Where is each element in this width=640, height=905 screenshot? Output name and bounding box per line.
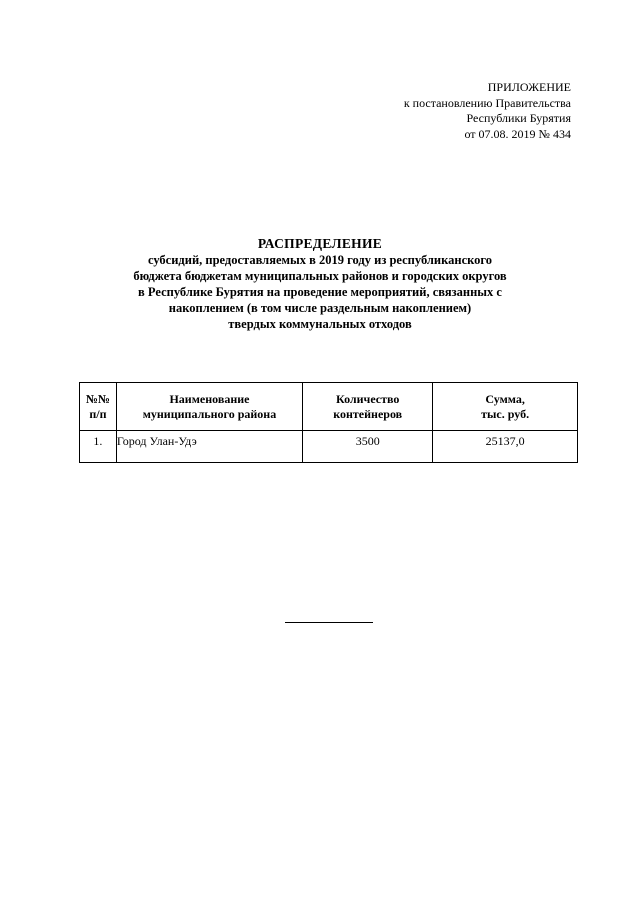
header-amount: Сумма, тыс. руб. [433,383,578,431]
appendix-label: ПРИЛОЖЕНИЕ [487,80,571,94]
distribution-table [79,382,578,463]
appendix-date-number: от 07.08. 2019 № 434 [464,126,571,141]
header-district-name: Наименование муниципального района [116,383,302,431]
document-title [0,236,640,332]
title-main: РАСПРЕДЕЛЕНИЕ [257,236,383,251]
appendix-header [271,80,571,142]
cell-district-name: Город Улан-Удэ [116,431,302,463]
cell-amount: 25137,0 [433,431,578,463]
appendix-republic-line: Республики Бурятия [466,111,571,125]
title-line-2: бюджета бюджетам муниципальных районов и городских округов [133,269,507,283]
document-end-divider [285,622,373,623]
table-row [80,431,578,463]
appendix-resolution-line: к постановлению Правительства [403,95,571,110]
title-line-5: твердых коммунальных отходов [228,317,412,331]
header-container-count: Количество контейнеров [303,383,433,431]
title-line-4: накоплением (в том числе раздельным накоплением) [168,301,472,315]
title-line-3: в Республике Бурятия на проведение мероприятий, связанных с [138,285,502,299]
cell-container-count: 3500 [303,431,433,463]
header-number: №№ п/п [80,383,117,431]
cell-number: 1. [80,431,117,463]
table-header-row [80,383,578,431]
title-line-1: субсидий, предоставляемых в 2019 году из республиканского [147,253,493,267]
